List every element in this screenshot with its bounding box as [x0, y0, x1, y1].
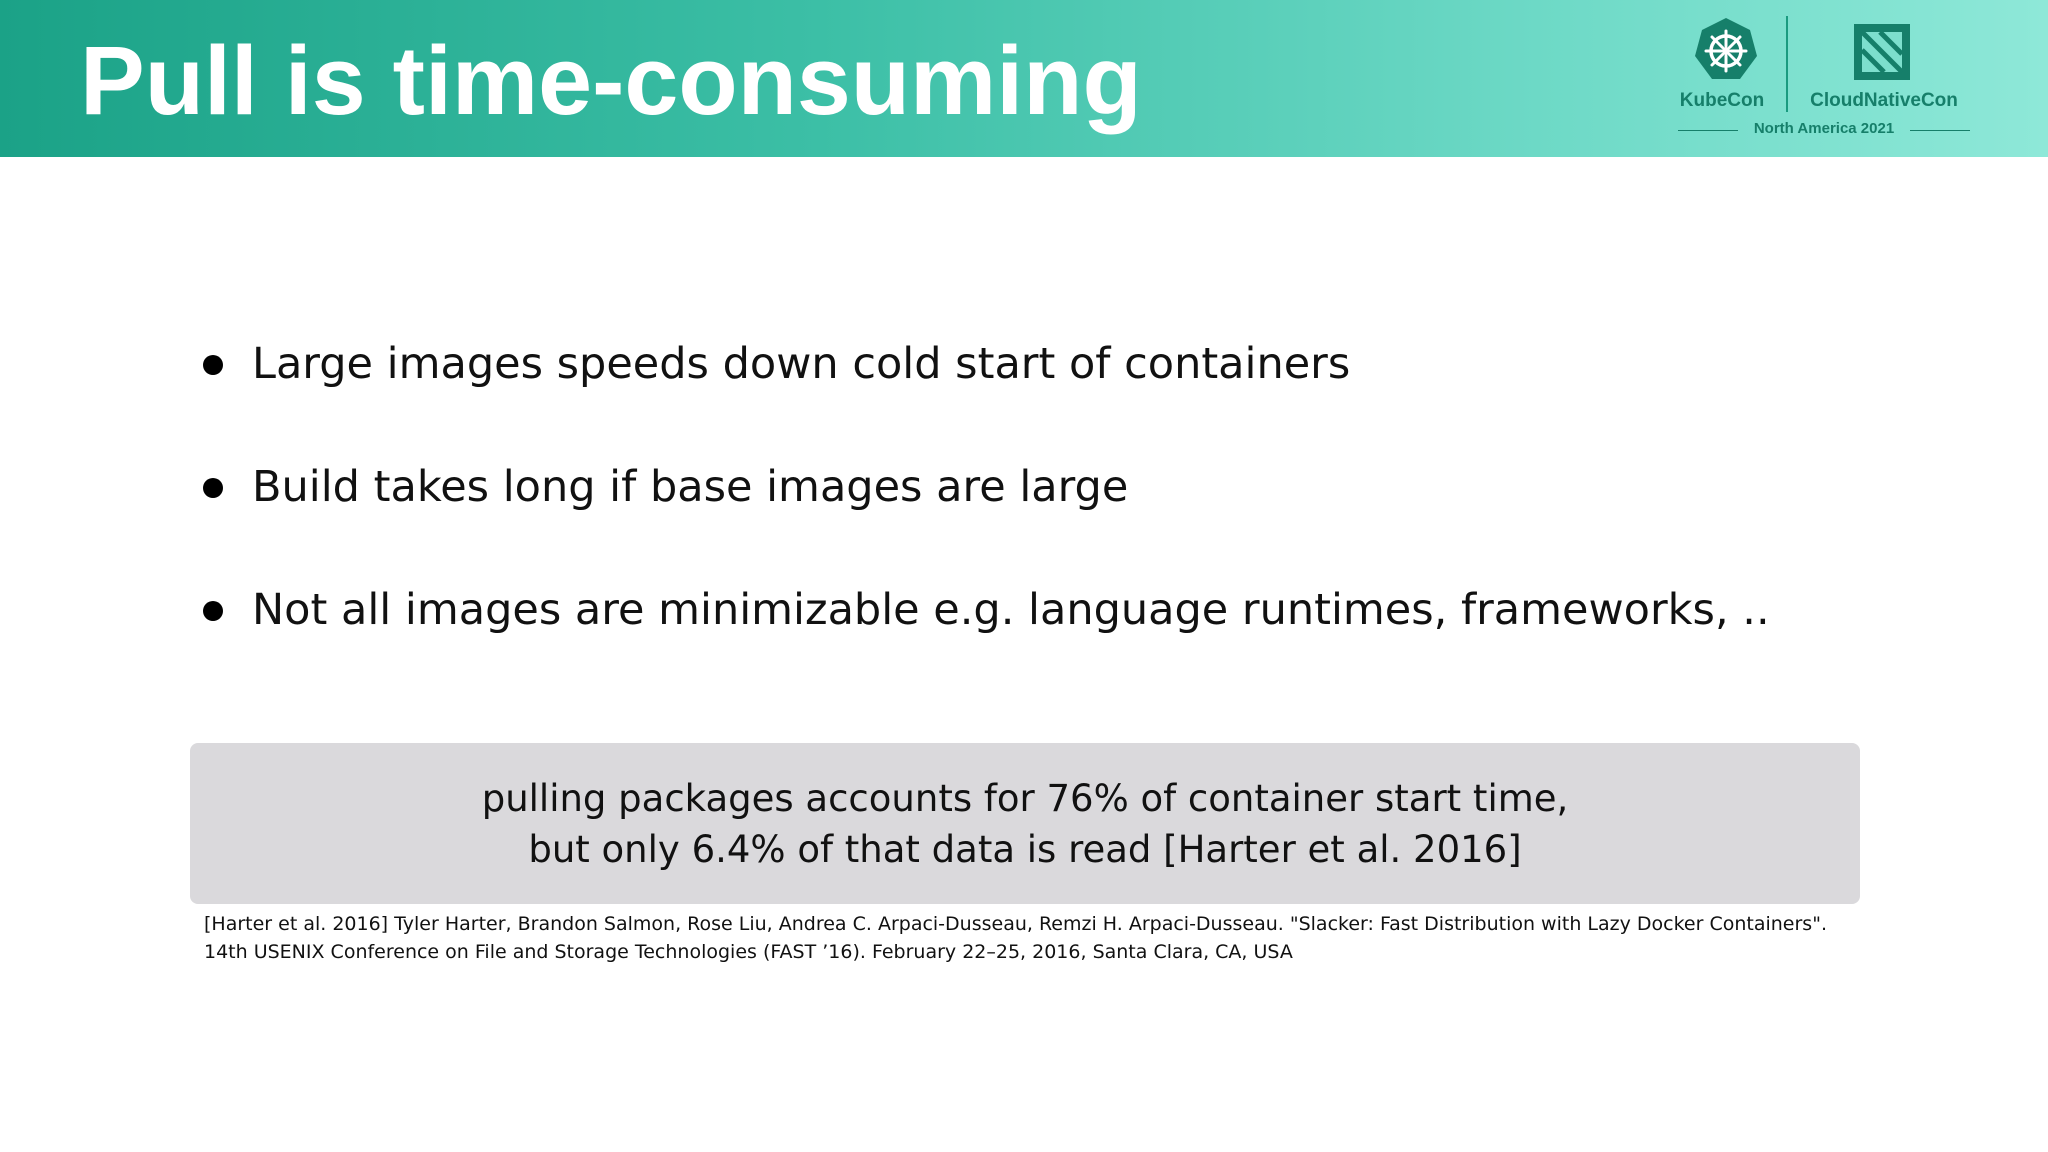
- bullet-text: Not all images are minimizable e.g. language runtimes, frameworks, ..: [252, 585, 1770, 635]
- event-row: [1678, 120, 1970, 140]
- slide-title: Pull is time-consuming: [80, 26, 1142, 135]
- event-label: North America 2021: [1753, 120, 1895, 137]
- reference-citation: [204, 910, 1884, 966]
- bullet-dot-icon: [203, 478, 223, 498]
- kubernetes-helm-wheel-icon: [1694, 17, 1758, 85]
- reference-line: [Harter et al. 2016] Tyler Harter, Brandon Salmon, Rose Liu, Andrea C. Arpaci-Dusseau, Remzi H. Arpaci-Dusseau. "Slacker: Fast Distribution with Lazy Docker Containers".: [204, 913, 1827, 935]
- callout-line: but only 6.4% of that data is read [Harter et al. 2016]: [528, 828, 1522, 871]
- bullet-text: Large images speeds down cold start of containers: [252, 339, 1351, 389]
- callout-text: [190, 773, 1860, 875]
- conference-logo: [1670, 14, 1970, 144]
- callout-line: pulling packages accounts for 76% of container start time,: [481, 777, 1569, 820]
- cloudnativecon-label: CloudNativeCon: [1810, 90, 1958, 111]
- bullet-dot-icon: [203, 355, 223, 375]
- cncf-square-icon: [1853, 23, 1911, 81]
- logo-divider: [1786, 16, 1788, 112]
- bullet-dot-icon: [203, 601, 223, 621]
- callout-box: [190, 743, 1860, 904]
- reference-line: 14th USENIX Conference on File and Storage Technologies (FAST ’16). February 22–25, 2016, Santa Clara, CA, USA: [204, 941, 1293, 963]
- bullet-text: Build takes long if base images are large: [252, 462, 1129, 512]
- header-banner: [0, 0, 2048, 157]
- event-rule-right: [1910, 130, 1970, 131]
- kubecon-label: KubeCon: [1679, 90, 1765, 111]
- event-rule-left: [1678, 130, 1738, 131]
